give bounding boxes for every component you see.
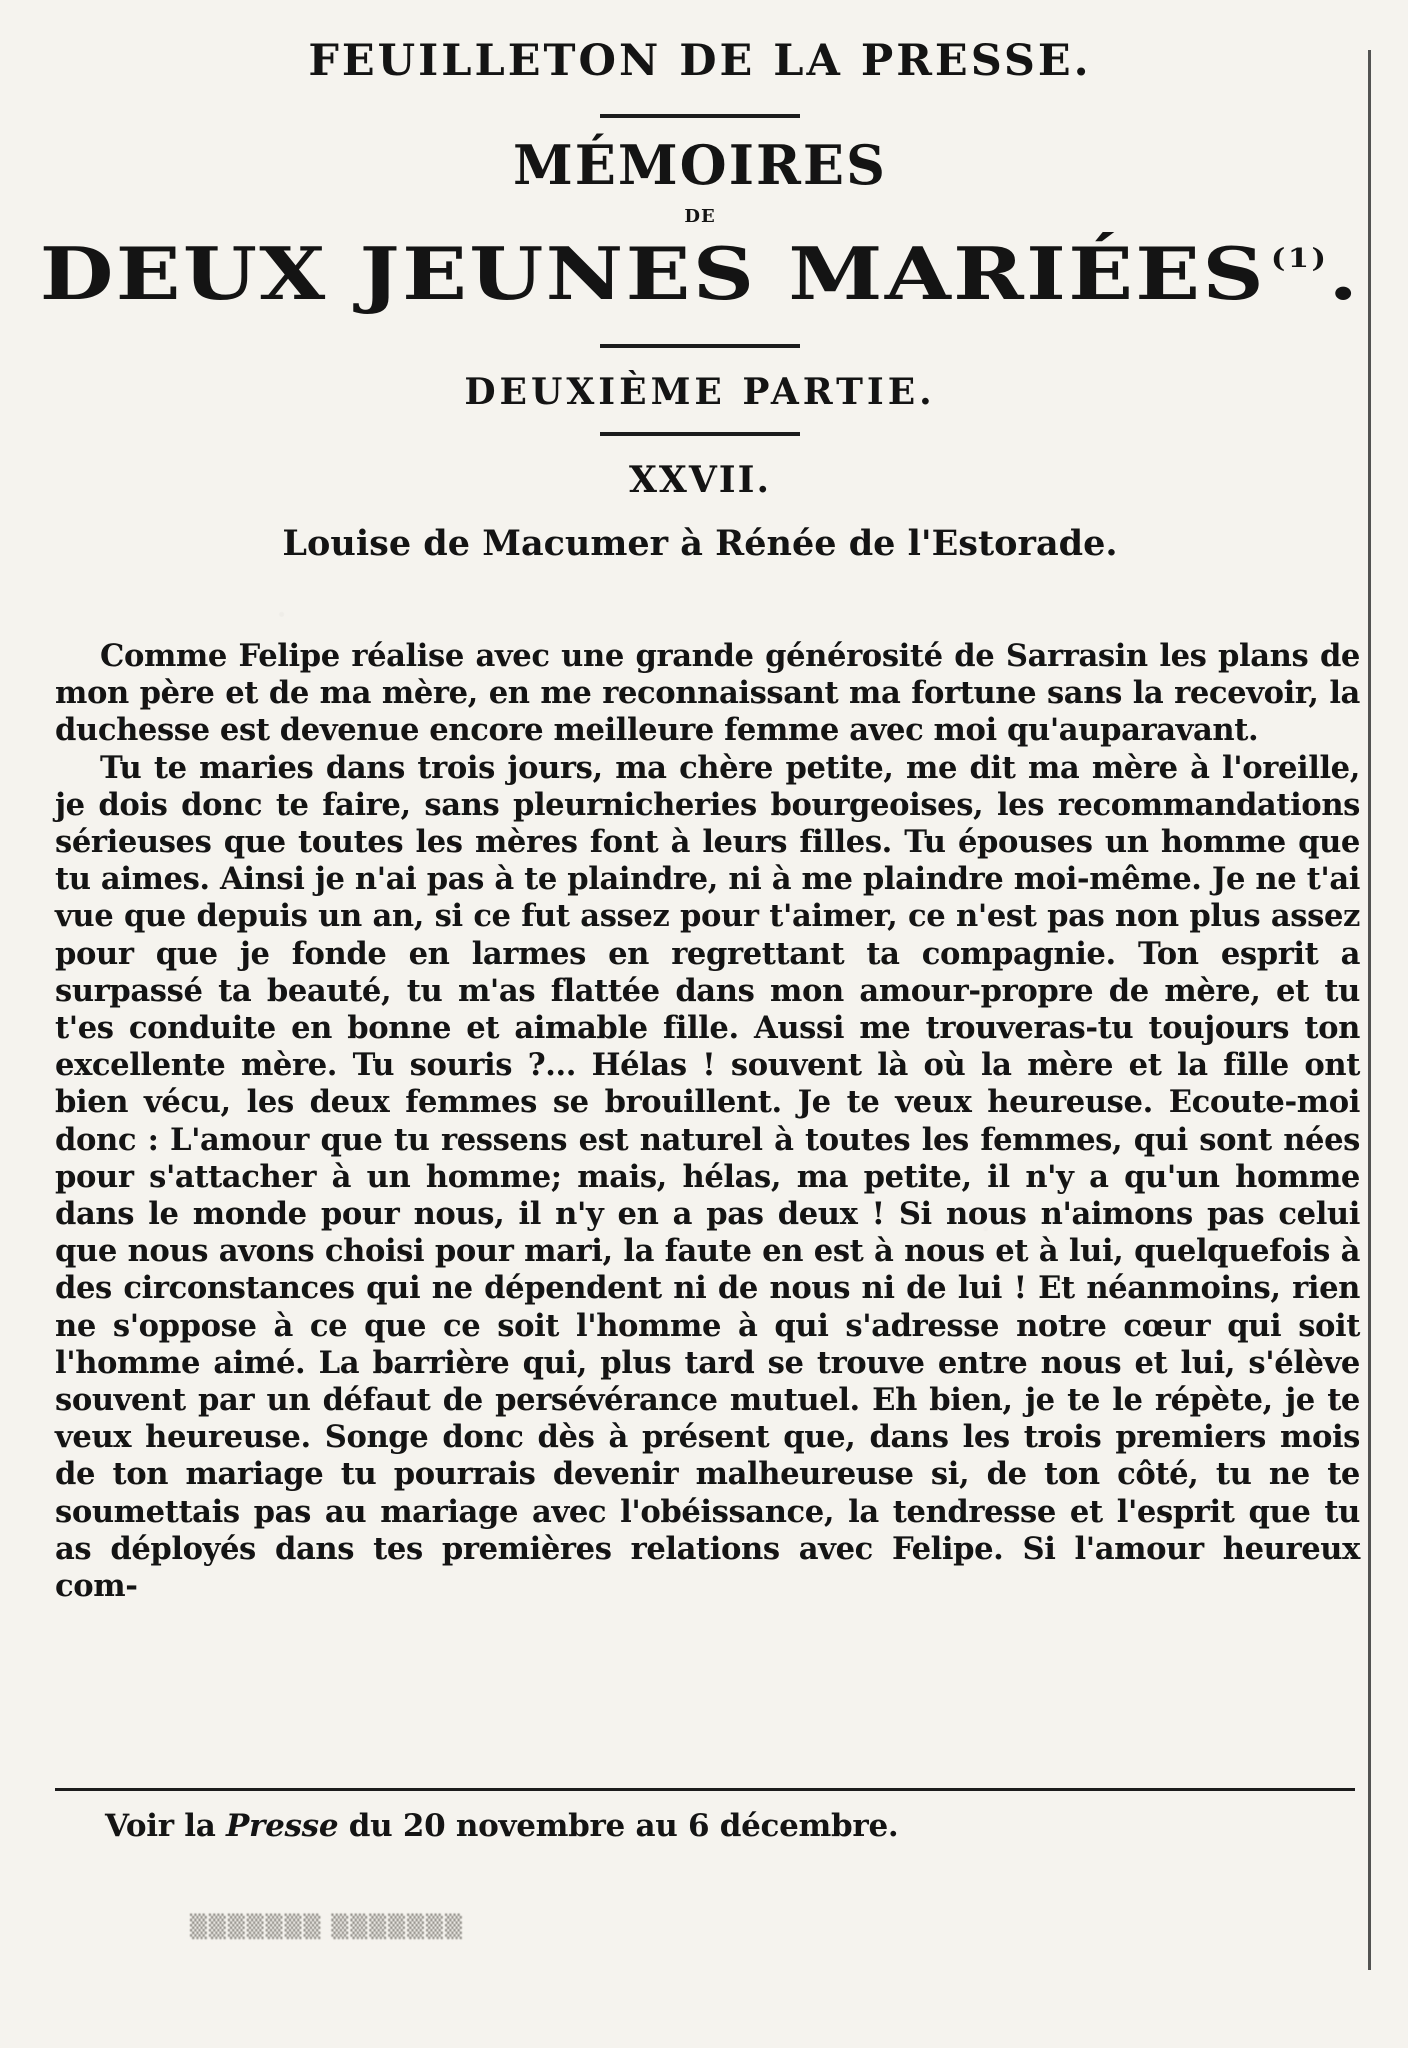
de-heading: DE xyxy=(684,206,716,227)
feuilleton-header xyxy=(39,32,1361,564)
paragraph: Tu te maries dans trois jours, ma chère petite, me dit ma mère à l'oreille, je dois donc te faire, sans pleurnicheries bourgeoises, les recommandations sérieuses que toutes les mères font à leurs filles. Tu épouses un homme que tu aimes. Ainsi je n'ai pas à te plaindre, ni à me plaindre moi-même. Je ne t'ai vue que depuis un an, si ce fut assez pour t'aimer, ce n'est pas non plus assez pour que je fonde en larmes en regrettant ta compagnie. Ton esprit a surpassé ta beauté, tu m'as flattée dans mon amour-propre de mère, et tu t'es conduite en bonne et aimable fille. Aussi me trouveras-tu toujours ton excellente mère. Tu souris ?... Hélas ! souvent là où la mère et la fille ont bien vécu, les deux femmes se brouillent. Je te veux heureuse. Ecoute-moi donc : L'amour que tu ressens est naturel à toutes les femmes, qui sont nées pour s'attacher à un homme; mais, hélas, ma petite, il n'y a qu'un homme dans le monde pour nous, il n'y en a pas deux ! Si nous n'aimons pas celui que nous avons choisi pour mari, la faute en est à nous et à lui, quelquefois à des circonstances qui ne dépendent ni de nous ni de lui ! Et néanmoins, rien ne s'oppose à ce que ce soit l'homme à qui s'adresse notre cœur qui soit l'homme aimé. La barrière qui, plus tard se trouve entre nous et lui, s'élève souvent par un défaut de persévérance mutuel. Eh bien, je te le répète, je te veux heureuse. Songe donc dès à présent que, dans les trois premiers mois de ton mariage tu pourrais devenir malheureuse si, de ton côté, tu ne te soumettais pas au mariage avec l'obéissance, la tendresse et l'esprit que tu as déployés dans tes premières relations avec Felipe. Si l'amour heureux com- xyxy=(55,749,1360,1605)
paragraph: Comme Felipe réalise avec une grande générosité de Sarrasin les plans de mon père et de ma mère, en me reconnaissant ma fortune sans la recevoir, la duchesse est devenue encore meilleure femme avec moi qu'auparavant. xyxy=(55,638,1360,749)
article-body xyxy=(55,638,1360,1605)
divider xyxy=(600,344,800,348)
chapter-number: XXVII. xyxy=(628,459,771,501)
footnote-mark: (1) xyxy=(1270,244,1329,274)
section-title: FEUILLETON DE LA PRESSE. xyxy=(308,36,1092,86)
divider xyxy=(600,432,800,436)
letter-heading: Louise de Macumer à Rénée de l'Estorade. xyxy=(282,523,1118,564)
column-rule xyxy=(1368,50,1371,1970)
footnote-rule xyxy=(55,1788,1355,1791)
part-heading: DEUXIÈME PARTIE. xyxy=(464,371,936,413)
work-title xyxy=(0,231,1408,316)
divider xyxy=(600,114,800,118)
title-period: . xyxy=(1328,231,1361,316)
memoires-heading: MÉMOIRES xyxy=(512,133,888,197)
footnote xyxy=(105,1808,898,1844)
footnote-suffix: du 20 novembre au 6 décembre. xyxy=(338,1808,899,1844)
footnote-prefix: Voir la xyxy=(105,1808,227,1844)
print-smudge: ▒▒▒▒▒▒▒ ▒▒▒▒▒▒▒ xyxy=(190,1915,464,1940)
footnote-journal: Presse xyxy=(226,1808,339,1844)
work-title-text: DEUX JEUNES MARIÉES xyxy=(39,231,1267,316)
